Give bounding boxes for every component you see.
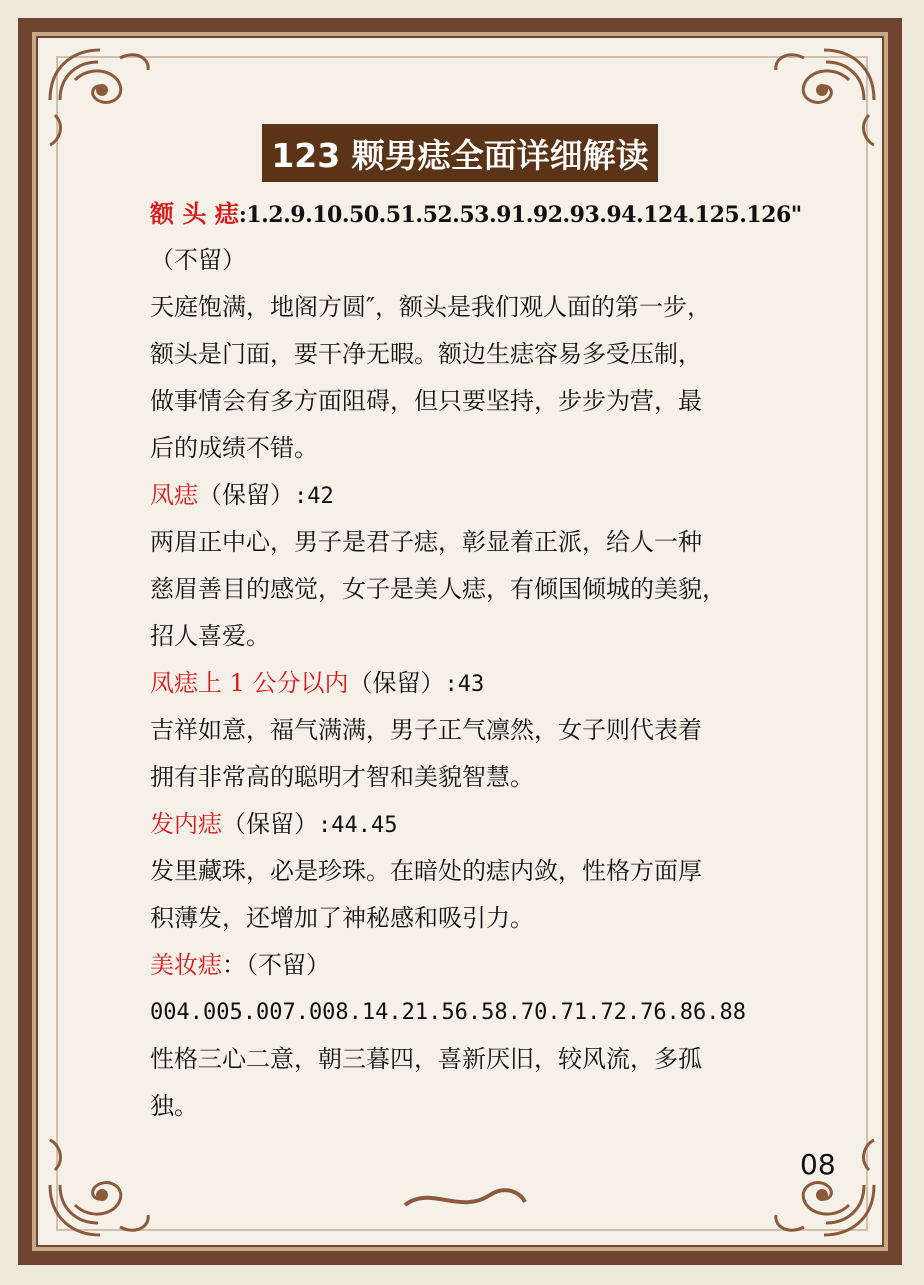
mole-numbers: :1.2.9.10.50.51.52.53.91.92.93.94.124.125.126" [238, 202, 802, 228]
paragraph-line: 发里藏珠，必是珍珠。在暗处的痣内敛，性格方面厚 [150, 857, 702, 885]
section-heading [150, 801, 790, 848]
corner-ornament-top-right [764, 40, 884, 160]
section-title: 凤痣上 1 公分以内 [150, 669, 349, 697]
paragraph-line: 独。 [150, 1092, 198, 1120]
paragraph-line: 慈眉善目的感觉，女子是美人痣，有倾国倾城的美貌， [150, 575, 726, 603]
section-note: （保留） [348, 669, 445, 697]
paragraph-line: 额头是门面，要干净无暇。额边生痣容易多受压制， [150, 340, 702, 368]
section-heading [150, 472, 790, 519]
section-title: 额 头 痣 [150, 199, 239, 228]
mole-numbers: :42 [294, 484, 334, 509]
paragraph-line: 拥有非常高的聪明才智和美貌智慧。 [150, 763, 534, 791]
section-note: （不留） [150, 246, 246, 274]
title-banner [262, 124, 658, 182]
mole-numbers: :43 [444, 672, 485, 697]
paragraph-line: 两眉正中心，男子是君子痣，彰显着正派，给人一种 [150, 528, 702, 556]
paragraph-line: 积薄发，还增加了神秘感和吸引力。 [150, 904, 534, 932]
bottom-flourish [400, 1180, 530, 1220]
mole-numbers: 004.005.007.008.14.21.56.58.70.71.72.76.86.88 [150, 1000, 747, 1025]
corner-ornament-bottom-right [764, 1125, 884, 1245]
section-heading [150, 190, 802, 237]
section-heading [150, 942, 790, 989]
paragraph-line: 后的成绩不错。 [150, 434, 318, 462]
paragraph-line: 做事情会有多方面阻碍，但只要坚持，步步为营，最 [150, 387, 702, 415]
paragraph-line: 性格三心二意，朝三暮四，喜新厌旧，较风流，多孤 [150, 1045, 702, 1073]
mole-numbers: :44.45 [318, 813, 398, 838]
page-title: 123 颗男痣全面详细解读 [271, 135, 649, 175]
section-heading [150, 660, 790, 707]
section-title: 发内痣 [150, 810, 222, 838]
paragraph-line: 吉祥如意，福气满满，男子正气凛然，女子则代表着 [150, 716, 702, 744]
paragraph-line: 天庭饱满，地阁方圆″，额头是我们观人面的第一步， [150, 293, 711, 321]
section-title: 美妆痣 [150, 951, 222, 979]
section-note: （保留） [198, 481, 294, 509]
section-title: 凤痣 [150, 481, 198, 509]
section-note: ：（不留） [222, 951, 330, 979]
page-number: 08 [800, 1148, 836, 1181]
article-body [150, 190, 802, 1130]
corner-ornament-top-left [40, 40, 160, 160]
corner-ornament-bottom-left [40, 1125, 160, 1245]
paragraph-line: 招人喜爱。 [150, 622, 270, 650]
section-note: （保留） [222, 810, 318, 838]
